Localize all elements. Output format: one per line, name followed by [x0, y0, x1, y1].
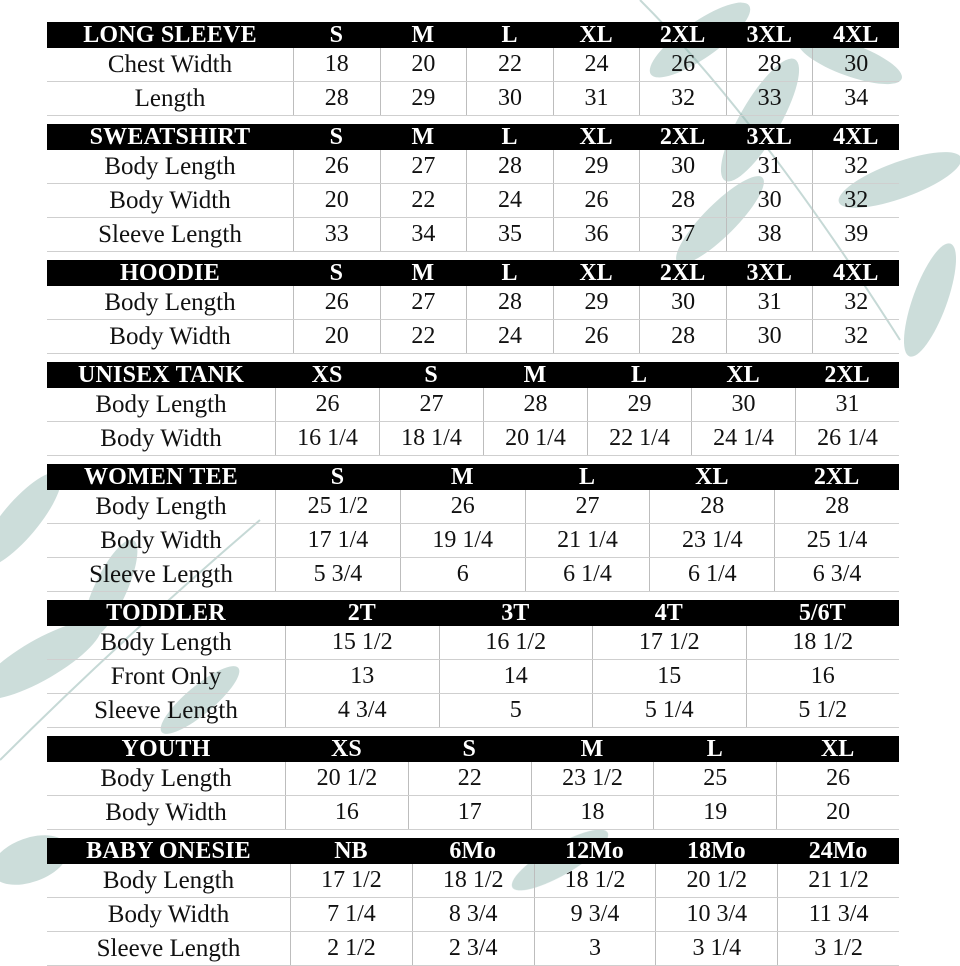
measurement-value: 21 1/4 [525, 524, 650, 557]
measurement-label: Body Length [104, 288, 236, 316]
measurement-label: Sleeve Length [96, 934, 241, 962]
measurement-label: Body Length [104, 152, 236, 180]
measurement-value: 15 [592, 660, 746, 693]
section-header [47, 600, 899, 626]
size-label: XL [579, 260, 613, 286]
measurement-row [47, 82, 899, 116]
size-label: 4XL [833, 124, 879, 150]
measurement-label: Body Width [100, 424, 222, 452]
measurement-value: 26 [553, 184, 640, 217]
section-header [47, 362, 899, 388]
measurement-value: 3 [534, 932, 656, 965]
measurement-value: 21 1/2 [777, 864, 899, 897]
measurement-value: 3 1/4 [655, 932, 777, 965]
size-label: XL [820, 736, 855, 762]
size-label: L [630, 362, 647, 388]
section-title: HOODIE [120, 260, 220, 286]
measurement-value: 23 1/2 [531, 762, 654, 795]
measurement-value: 24 1/4 [691, 422, 795, 455]
size-label: S [330, 464, 345, 490]
measurement-value: 2 1/2 [290, 932, 412, 965]
measurement-row [47, 422, 899, 456]
size-label: M [411, 124, 435, 150]
measurement-value: 6 1/4 [649, 558, 774, 591]
measurement-label: Body Length [95, 390, 227, 418]
section-header [47, 124, 899, 150]
measurement-row [47, 864, 899, 898]
size-label: S [329, 260, 343, 286]
size-chart [47, 22, 899, 966]
measurement-value: 22 [466, 48, 553, 81]
size-label: M [523, 362, 547, 388]
measurement-value: 7 1/4 [290, 898, 412, 931]
measurement-value: 28 [774, 490, 899, 523]
measurement-value: 30 [466, 82, 553, 115]
size-label: XS [311, 362, 343, 388]
measurement-value: 30 [639, 150, 726, 183]
size-label: 4XL [833, 260, 879, 286]
measurement-value: 17 1/2 [592, 626, 746, 659]
measurement-value: 27 [380, 150, 467, 183]
measurement-value: 16 [285, 796, 408, 829]
measurement-value: 28 [639, 184, 726, 217]
section-title: SWEATSHIRT [89, 124, 251, 150]
measurement-value: 23 1/4 [649, 524, 774, 557]
measurement-row [47, 694, 899, 728]
measurement-value: 30 [691, 388, 795, 421]
size-label: 2XL [824, 362, 870, 388]
measurement-value: 34 [812, 82, 899, 115]
measurement-value: 31 [726, 286, 813, 319]
size-label: M [580, 736, 604, 762]
size-section [47, 464, 899, 592]
size-label: L [501, 124, 518, 150]
measurement-value: 36 [553, 218, 640, 251]
measurement-value: 20 [776, 796, 899, 829]
measurement-label: Body Width [107, 900, 230, 928]
size-section [47, 838, 899, 966]
size-label: 24Mo [808, 838, 868, 864]
measurement-value: 22 1/4 [587, 422, 691, 455]
measurement-value: 20 [293, 320, 380, 353]
measurement-value: 8 3/4 [412, 898, 534, 931]
section-gap [47, 592, 899, 600]
measurement-row [47, 932, 899, 966]
measurement-value: 31 [795, 388, 899, 421]
measurement-value: 5 3/4 [275, 558, 400, 591]
measurement-label: Body Width [109, 186, 231, 214]
size-label: M [411, 260, 435, 286]
size-label: 4T [654, 600, 683, 626]
size-label: 2T [347, 600, 376, 626]
measurement-value: 26 [639, 48, 726, 81]
measurement-value: 32 [812, 184, 899, 217]
measurement-value: 5 1/2 [746, 694, 900, 727]
measurement-value: 32 [812, 286, 899, 319]
measurement-value: 29 [553, 286, 640, 319]
size-label: S [424, 362, 438, 388]
size-label: XS [331, 736, 362, 762]
size-section [47, 260, 899, 354]
section-gap [47, 830, 899, 838]
measurement-value: 20 [380, 48, 467, 81]
section-gap [47, 456, 899, 464]
measurement-value: 24 [553, 48, 640, 81]
size-section [47, 600, 899, 728]
measurement-value: 5 [439, 694, 593, 727]
size-label: 5/6T [798, 600, 846, 626]
measurement-label: Body Length [100, 764, 232, 792]
size-label: 3XL [746, 124, 792, 150]
measurement-value: 18 [531, 796, 654, 829]
measurement-row [47, 388, 899, 422]
measurement-row [47, 626, 899, 660]
size-section [47, 22, 899, 116]
measurement-value: 26 [776, 762, 899, 795]
measurement-value: 26 [553, 320, 640, 353]
measurement-value: 22 [380, 320, 467, 353]
measurement-value: 28 [466, 286, 553, 319]
section-header [47, 464, 899, 490]
measurement-value: 15 1/2 [285, 626, 439, 659]
measurement-label: Sleeve Length [98, 220, 242, 248]
measurement-value: 3 1/2 [777, 932, 899, 965]
measurement-value: 6 1/4 [525, 558, 650, 591]
section-title: UNISEX TANK [77, 362, 245, 388]
section-gap [47, 728, 899, 736]
measurement-value: 24 [466, 184, 553, 217]
measurement-value: 30 [812, 48, 899, 81]
measurement-value: 25 [653, 762, 776, 795]
section-header [47, 22, 899, 48]
measurement-row [47, 184, 899, 218]
measurement-value: 38 [726, 218, 813, 251]
measurement-row [47, 660, 899, 694]
measurement-value: 18 1/2 [534, 864, 656, 897]
size-section [47, 124, 899, 252]
measurement-row [47, 218, 899, 252]
measurement-label: Body Length [102, 866, 235, 894]
measurement-value: 16 1/2 [439, 626, 593, 659]
measurement-value: 22 [380, 184, 467, 217]
measurement-value: 28 [639, 320, 726, 353]
measurement-row [47, 524, 899, 558]
size-label: 2XL [659, 260, 706, 286]
measurement-value: 10 3/4 [655, 898, 777, 931]
measurement-label: Front Only [110, 662, 222, 690]
size-label: 2XL [813, 464, 860, 490]
size-label: XL [726, 362, 760, 388]
measurement-value: 32 [812, 320, 899, 353]
measurement-value: 26 1/4 [795, 422, 899, 455]
measurement-row [47, 286, 899, 320]
measurement-value: 17 [408, 796, 531, 829]
size-label: L [501, 22, 518, 48]
measurement-row [47, 796, 899, 830]
measurement-value: 22 [408, 762, 531, 795]
measurement-value: 20 [293, 184, 380, 217]
measurement-row [47, 558, 899, 592]
size-label: XL [579, 22, 613, 48]
measurement-value: 31 [726, 150, 813, 183]
measurement-value: 30 [726, 184, 813, 217]
measurement-row [47, 898, 899, 932]
measurement-row [47, 150, 899, 184]
measurement-value: 18 1/2 [412, 864, 534, 897]
section-header [47, 736, 899, 762]
measurement-value: 27 [525, 490, 650, 523]
measurement-value: 29 [587, 388, 691, 421]
measurement-value: 31 [553, 82, 640, 115]
measurement-value: 33 [293, 218, 380, 251]
measurement-label: Sleeve Length [94, 696, 238, 724]
size-label: L [578, 464, 595, 490]
measurement-label: Length [134, 84, 206, 112]
section-title: WOMEN TEE [83, 464, 239, 490]
measurement-value: 6 3/4 [774, 558, 899, 591]
section-header [47, 260, 899, 286]
measurement-value: 14 [439, 660, 593, 693]
measurement-value: 13 [285, 660, 439, 693]
size-label: XL [695, 464, 729, 490]
measurement-value: 6 [400, 558, 525, 591]
size-section [47, 736, 899, 830]
measurement-value: 34 [380, 218, 467, 251]
measurement-value: 19 1/4 [400, 524, 525, 557]
measurement-value: 28 [293, 82, 380, 115]
measurement-value: 29 [380, 82, 467, 115]
measurement-value: 33 [726, 82, 813, 115]
measurement-value: 4 3/4 [285, 694, 439, 727]
measurement-value: 18 1/4 [379, 422, 483, 455]
measurement-value: 26 [275, 388, 379, 421]
size-label: S [462, 736, 476, 762]
size-label: NB [334, 838, 368, 864]
size-label: 3XL [746, 260, 792, 286]
measurement-value: 32 [812, 150, 899, 183]
section-title: YOUTH [121, 736, 211, 762]
measurement-value: 26 [293, 150, 380, 183]
measurement-value: 18 [293, 48, 380, 81]
measurement-row [47, 490, 899, 524]
measurement-value: 28 [726, 48, 813, 81]
size-label: 4XL [833, 22, 879, 48]
section-gap [47, 354, 899, 362]
size-label: 3T [501, 600, 530, 626]
measurement-value: 16 [746, 660, 900, 693]
measurement-value: 27 [380, 286, 467, 319]
measurement-value: 20 1/2 [285, 762, 408, 795]
size-label: S [329, 22, 343, 48]
measurement-label: Body Length [95, 492, 227, 520]
measurement-value: 24 [466, 320, 553, 353]
measurement-value: 2 3/4 [412, 932, 534, 965]
measurement-value: 17 1/4 [275, 524, 400, 557]
measurement-value: 39 [812, 218, 899, 251]
measurement-label: Body Width [100, 526, 222, 554]
section-title: LONG SLEEVE [83, 22, 257, 48]
section-title: BABY ONESIE [86, 838, 251, 864]
measurement-label: Body Width [105, 798, 227, 826]
size-label: 18Mo [686, 838, 746, 864]
size-label: M [450, 464, 474, 490]
measurement-value: 32 [639, 82, 726, 115]
measurement-value: 11 3/4 [777, 898, 899, 931]
measurement-label: Chest Width [107, 50, 233, 78]
measurement-value: 29 [553, 150, 640, 183]
size-label: S [329, 124, 343, 150]
size-section [47, 362, 899, 456]
section-header [47, 838, 899, 864]
size-label: 3XL [746, 22, 792, 48]
measurement-value: 9 3/4 [534, 898, 656, 931]
measurement-value: 30 [639, 286, 726, 319]
measurement-value: 16 1/4 [275, 422, 379, 455]
section-gap [47, 252, 899, 260]
section-title: TODDLER [106, 600, 226, 626]
measurement-label: Sleeve Length [89, 560, 233, 588]
measurement-value: 28 [483, 388, 587, 421]
measurement-value: 28 [649, 490, 774, 523]
size-label: 6Mo [449, 838, 497, 864]
measurement-value: 27 [379, 388, 483, 421]
measurement-value: 5 1/4 [592, 694, 746, 727]
measurement-row [47, 320, 899, 354]
size-label: M [411, 22, 435, 48]
size-label: 12Mo [565, 838, 624, 864]
measurement-value: 25 1/4 [774, 524, 899, 557]
size-label: XL [579, 124, 613, 150]
size-label: L [501, 260, 518, 286]
size-label: 2XL [659, 124, 706, 150]
measurement-value: 18 1/2 [746, 626, 900, 659]
measurement-value: 26 [400, 490, 525, 523]
measurement-value: 26 [293, 286, 380, 319]
section-gap [47, 116, 899, 124]
measurement-value: 20 1/2 [655, 864, 777, 897]
measurement-row [47, 48, 899, 82]
measurement-value: 30 [726, 320, 813, 353]
measurement-row [47, 762, 899, 796]
measurement-value: 35 [466, 218, 553, 251]
measurement-value: 20 1/4 [483, 422, 587, 455]
measurement-value: 37 [639, 218, 726, 251]
size-label: L [706, 736, 723, 762]
measurement-value: 19 [653, 796, 776, 829]
measurement-value: 25 1/2 [275, 490, 400, 523]
measurement-value: 17 1/2 [290, 864, 412, 897]
measurement-label: Body Length [100, 628, 232, 656]
measurement-value: 28 [466, 150, 553, 183]
size-label: 2XL [659, 22, 706, 48]
measurement-label: Body Width [109, 322, 231, 350]
